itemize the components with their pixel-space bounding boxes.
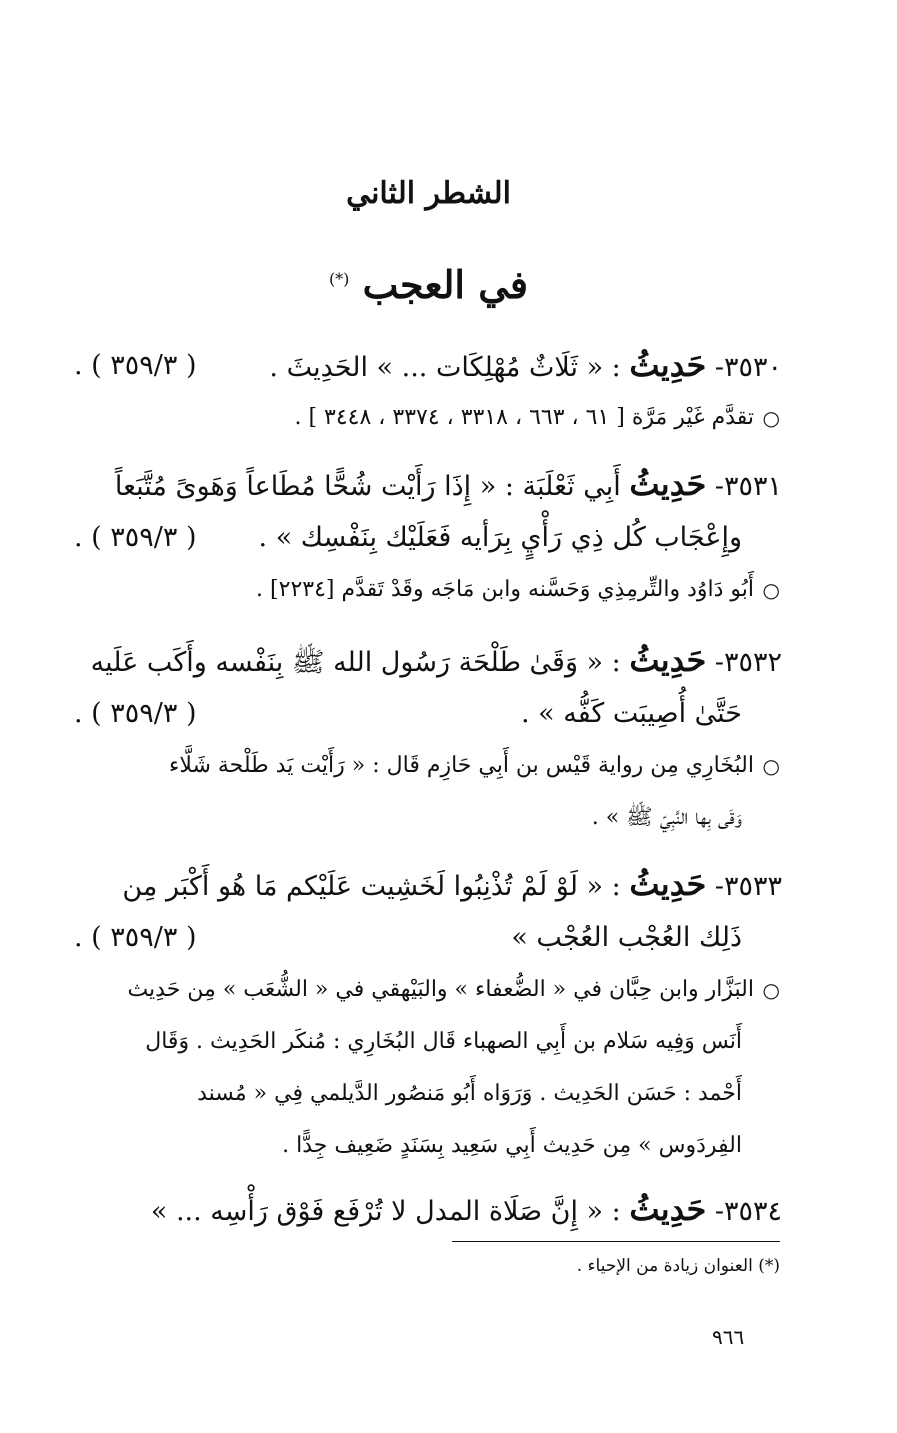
- circle-bullet-icon: ○: [762, 578, 780, 602]
- footnote: (*) العنوان زيادة من الإحياء .: [576, 1256, 780, 1276]
- commentary-line: [74, 392, 782, 444]
- volume-reference: ( ٣٥٩/٣ ) .: [74, 350, 197, 381]
- entry-number: ٣٥٣٠-: [714, 352, 782, 383]
- commentary-text: وَقَى بِها النَّبِيّ ﷺ » .: [591, 805, 742, 830]
- entry-line: [74, 911, 782, 964]
- page-number: ٩٦٦: [712, 1325, 745, 1349]
- entry-line: [74, 634, 782, 687]
- hadith-entry: [74, 858, 782, 1172]
- commentary-text: البَزَّار وابن حِبَّان في « الضُّعفاء » والبَيْهقي في « الشُّعَب » مِن حَدِيث: [127, 977, 754, 1002]
- hadith-keyword: حَدِيثُ: [629, 1190, 707, 1228]
- commentary-line: [74, 1068, 782, 1120]
- commentary-text: أَبُو دَاوُد والتِّرمِذِي وَحَسَّنه وابن مَاجَه وقَدْ تَقدَّم [٢٢٣٤] .: [256, 577, 754, 602]
- entry-line: [74, 858, 782, 911]
- commentary-text: تقدَّم غَيْر مَرَّة [ ٦١ ، ٦٦٣ ، ٣٣١٨ ، ٣٣٧٤ ، ٣٤٤٨ ] .: [294, 405, 754, 430]
- circle-bullet-icon: ○: [762, 406, 780, 430]
- entry-number: ٣٥٣٤-: [714, 1196, 782, 1227]
- entry-text: حَتَّىٰ أُصِيبَت كَفُّه » .: [521, 698, 742, 729]
- commentary-line: [74, 1016, 782, 1068]
- footnote-divider: [452, 1241, 780, 1242]
- entry-line: [74, 339, 782, 392]
- commentary-line: [74, 1120, 782, 1172]
- entry-text: أَبِي ثَعْلَبَة : « إِذَا رَأَيْت شُحًّا مُطَاعاً وَهَوىً مُتَّبَعاً: [114, 471, 621, 502]
- volume-reference: ( ٣٥٩/٣ ) .: [74, 922, 197, 953]
- entry-number: ٣٥٣٢-: [714, 647, 782, 678]
- commentary-line: [74, 740, 782, 792]
- entry-line: [74, 458, 782, 511]
- commentary-text: أَحْمد : حَسَن الحَدِيث . وَرَوَاه أَبُو مَنصُور الدَّيلمي فِي « مُسند: [197, 1081, 742, 1106]
- hadith-entry: [74, 458, 782, 616]
- hadith-entry: [74, 1183, 782, 1236]
- entry-text: : « ثَلَاثٌ مُهْلِكَات ... » الحَدِيثَ .: [269, 352, 621, 383]
- entry-text: : « لَوْ لَمْ تُذْنِبُوا لَخَشِيت عَلَيْكم مَا هُو أَكْبَر مِن: [122, 871, 621, 902]
- part-heading: الشطر الثاني: [346, 176, 511, 211]
- entry-text: : « إِنَّ صَلَاة المدل لا تُرْفَع فَوْق رَأْسِه ... »: [150, 1196, 621, 1227]
- commentary-text: الفِردَوس » مِن حَدِيث أَبِي سَعِيد بِسَنَدٍ ضَعِيف جِدًّا .: [282, 1133, 742, 1158]
- section-heading: [0, 262, 857, 307]
- hadith-entry: [74, 339, 782, 444]
- entry-text: ذَلِك العُجْب العُجْب »: [511, 922, 742, 953]
- entry-number: ٣٥٣٣-: [714, 871, 782, 902]
- entry-line: [74, 511, 782, 564]
- entry-text: : « وَقَىٰ طَلْحَة رَسُول الله ﷺ بِنَفْسه وأَكَب عَلَيه: [90, 647, 621, 678]
- section-title: في العجب: [362, 262, 529, 307]
- commentary-line: [74, 792, 782, 844]
- entry-line: [74, 687, 782, 740]
- section-footnote-mark: (*): [328, 269, 350, 289]
- commentary-text: البُخَارِي مِن رواية قَيْس بن أَبِي حَازِم قَال : « رَأَيْت يَد طَلْحة شَلَّاء: [168, 753, 754, 778]
- hadith-keyword: حَدِيثُ: [629, 865, 707, 903]
- entry-number: ٣٥٣١-: [714, 471, 782, 502]
- circle-bullet-icon: ○: [762, 754, 780, 778]
- volume-reference: ( ٣٥٩/٣ ) .: [74, 522, 197, 553]
- volume-reference: ( ٣٥٩/٣ ) .: [74, 698, 197, 729]
- hadith-entry: [74, 634, 782, 844]
- commentary-line: [74, 964, 782, 1016]
- commentary-text: أَنَس وَفِيه سَلام بن أَبِي الصهباء قَال البُخَارِي : مُنكَر الحَدِيث . وَقَال: [145, 1029, 742, 1054]
- entry-text: وإِعْجَاب كُل ذِي رَأْيٍ بِرَأيه فَعَلَيْك بِنَفْسِك » .: [258, 522, 742, 553]
- circle-bullet-icon: ○: [762, 978, 780, 1002]
- hadith-keyword: حَدِيثُ: [629, 465, 707, 503]
- hadith-keyword: حَدِيثُ: [629, 346, 707, 384]
- commentary-line: [74, 564, 782, 616]
- hadith-keyword: حَدِيثُ: [629, 641, 707, 679]
- entry-line: [74, 1183, 782, 1236]
